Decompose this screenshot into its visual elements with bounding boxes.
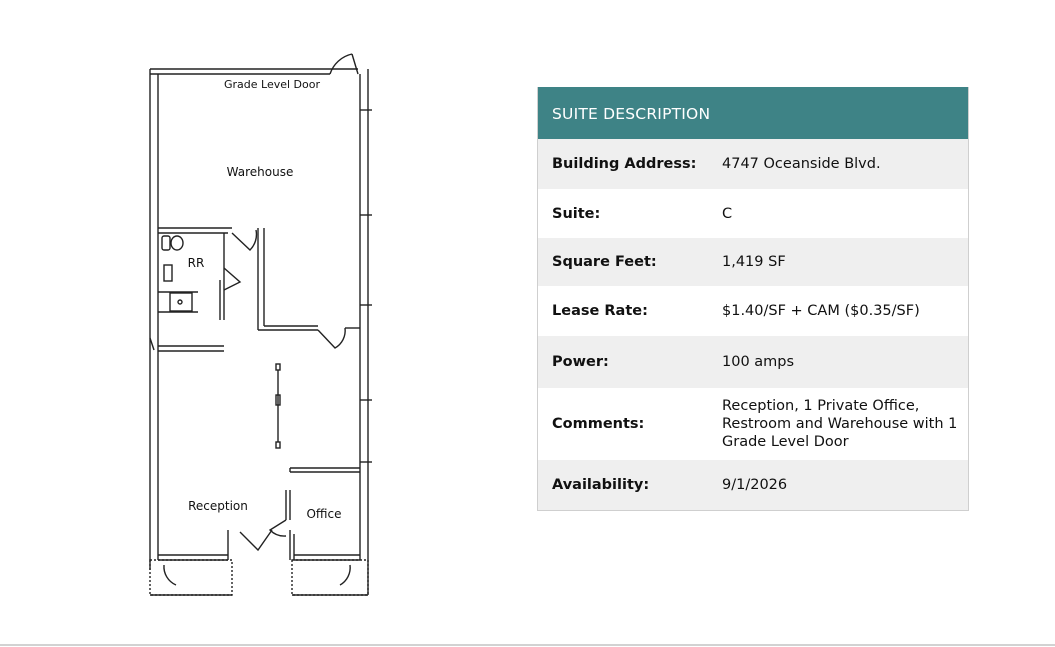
row-value: C bbox=[722, 205, 733, 222]
table-row-comments bbox=[538, 388, 968, 460]
floor-plan-drawing bbox=[140, 50, 380, 605]
footer-divider bbox=[0, 644, 1055, 646]
row-label: Availability: bbox=[552, 477, 650, 493]
row-label: Square Feet: bbox=[552, 254, 657, 270]
row-label: Suite: bbox=[552, 205, 601, 222]
row-value: 4747 Oceanside Blvd. bbox=[722, 156, 881, 172]
table-row-power bbox=[538, 336, 968, 388]
row-label: Building Address: bbox=[552, 156, 697, 172]
row-value: 1,419 SF bbox=[722, 254, 786, 270]
table-header: SUITE DESCRIPTION bbox=[538, 87, 968, 139]
row-value: $1.40/SF + CAM ($0.35/SF) bbox=[722, 303, 920, 319]
row-value: Reception, 1 Private Office, Restroom and Warehouse with 1 Grade Level Door bbox=[722, 398, 958, 450]
restroom-label: RR bbox=[187, 256, 205, 270]
row-value: 100 amps bbox=[722, 354, 795, 370]
table-row-square-feet bbox=[538, 238, 968, 286]
table-row-availability bbox=[538, 460, 968, 510]
reception-label: Reception bbox=[188, 499, 248, 513]
row-label: Power: bbox=[552, 354, 609, 370]
row-label: Lease Rate: bbox=[552, 303, 648, 319]
suite-description-table bbox=[537, 87, 969, 511]
table-row-suite bbox=[538, 189, 968, 238]
table-row-building-address bbox=[538, 139, 968, 189]
row-value: 9/1/2026 bbox=[722, 477, 788, 493]
floor-plan bbox=[140, 50, 380, 605]
grade-level-door-label: Grade Level Door bbox=[223, 78, 321, 91]
table-row-lease-rate bbox=[538, 286, 968, 336]
warehouse-label: Warehouse bbox=[226, 165, 294, 179]
row-label: Comments: bbox=[552, 416, 645, 432]
office-label: Office bbox=[306, 507, 342, 521]
